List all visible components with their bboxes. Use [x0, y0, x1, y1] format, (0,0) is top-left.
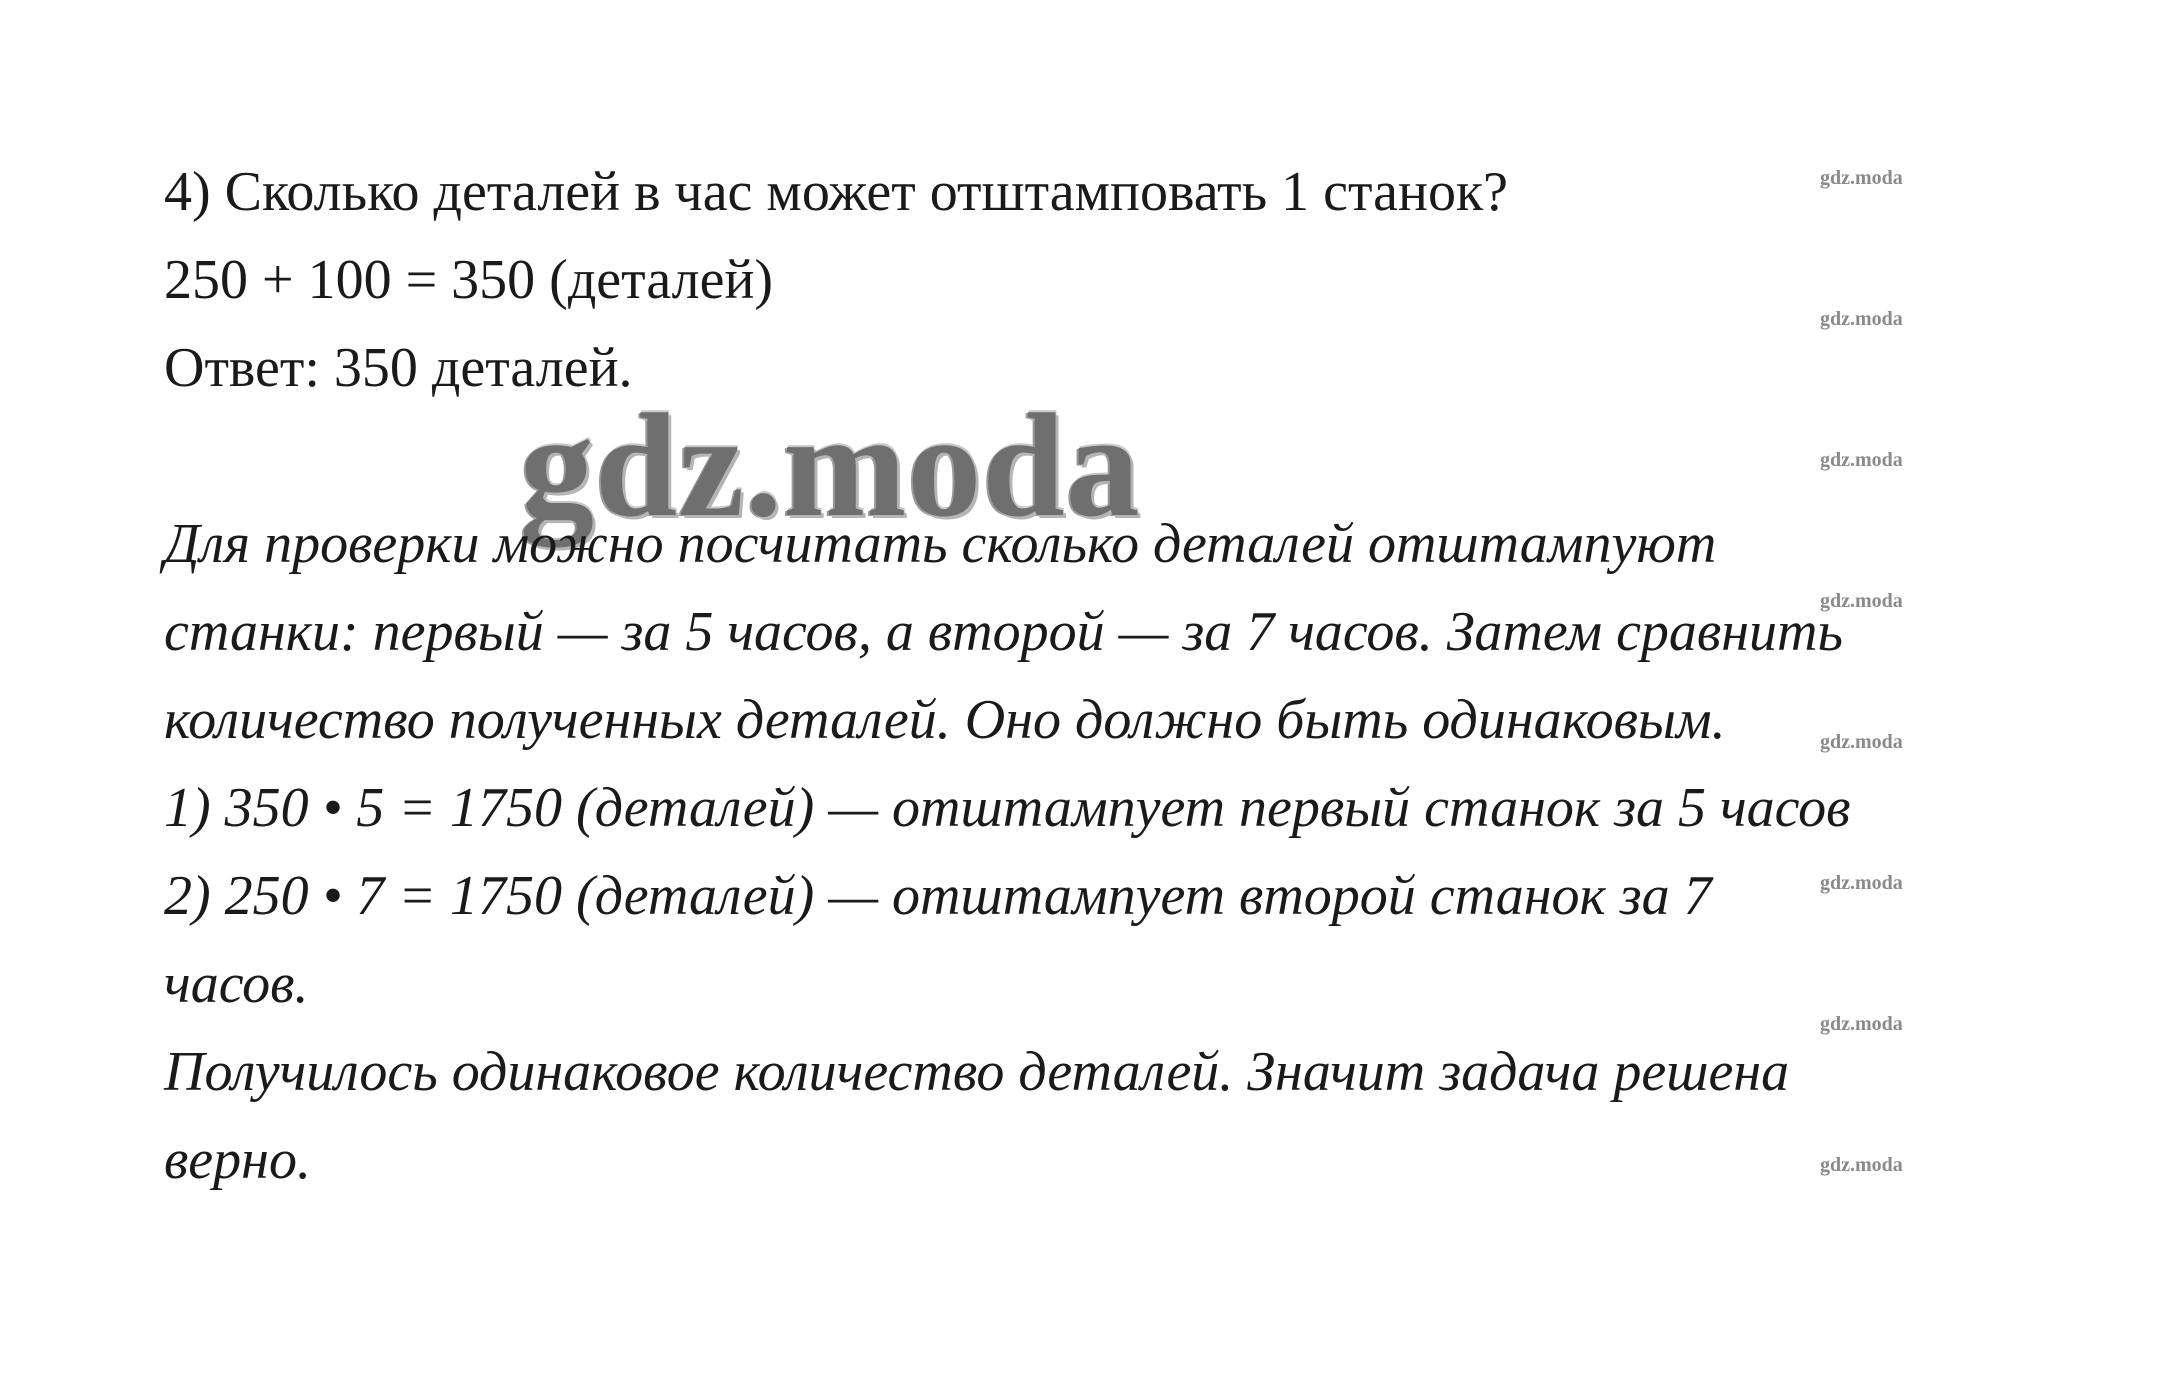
check-paragraph-line-1: Для проверки можно посчитать сколько деталей отштампуют	[164, 513, 1717, 575]
conclusion-line-2: верно.	[164, 1129, 311, 1191]
check-step-2-continued: часов.	[164, 953, 309, 1015]
check-step-1: 1) 350 • 5 = 1750 (деталей) — отштампует первый станок за 5 часов	[164, 777, 1851, 839]
conclusion-line-1: Получилось одинаковое количество деталей. Значит задача решена	[164, 1041, 1790, 1103]
check-paragraph-line-3: количество полученных деталей. Оно должно быть одинаковым.	[164, 689, 1726, 751]
equation-line: 250 + 100 = 350 (деталей)	[164, 249, 774, 311]
check-paragraph-line-2: станки: первый — за 5 часов, а второй — за 7 часов. Затем сравнить	[164, 601, 1843, 663]
watermark-small: gdz.moda	[1820, 308, 1903, 330]
watermark-small: gdz.moda	[1820, 1154, 1903, 1176]
watermark-small: gdz.moda	[1820, 449, 1903, 471]
answer-line: Ответ: 350 деталей.	[164, 337, 633, 399]
check-step-2: 2) 250 • 7 = 1750 (деталей) — отштампует второй станок за 7	[164, 865, 1712, 927]
watermark-logo: gdz.moda	[520, 384, 1141, 548]
watermark-small: gdz.moda	[1820, 590, 1903, 612]
question-line: 4) Сколько деталей в час может отштамповать 1 станок?	[164, 161, 1509, 223]
watermark-small: gdz.moda	[1820, 167, 1903, 189]
watermark-small: gdz.moda	[1820, 872, 1903, 894]
watermark-small: gdz.moda	[1820, 731, 1903, 753]
watermark-small: gdz.moda	[1820, 1013, 1903, 1035]
